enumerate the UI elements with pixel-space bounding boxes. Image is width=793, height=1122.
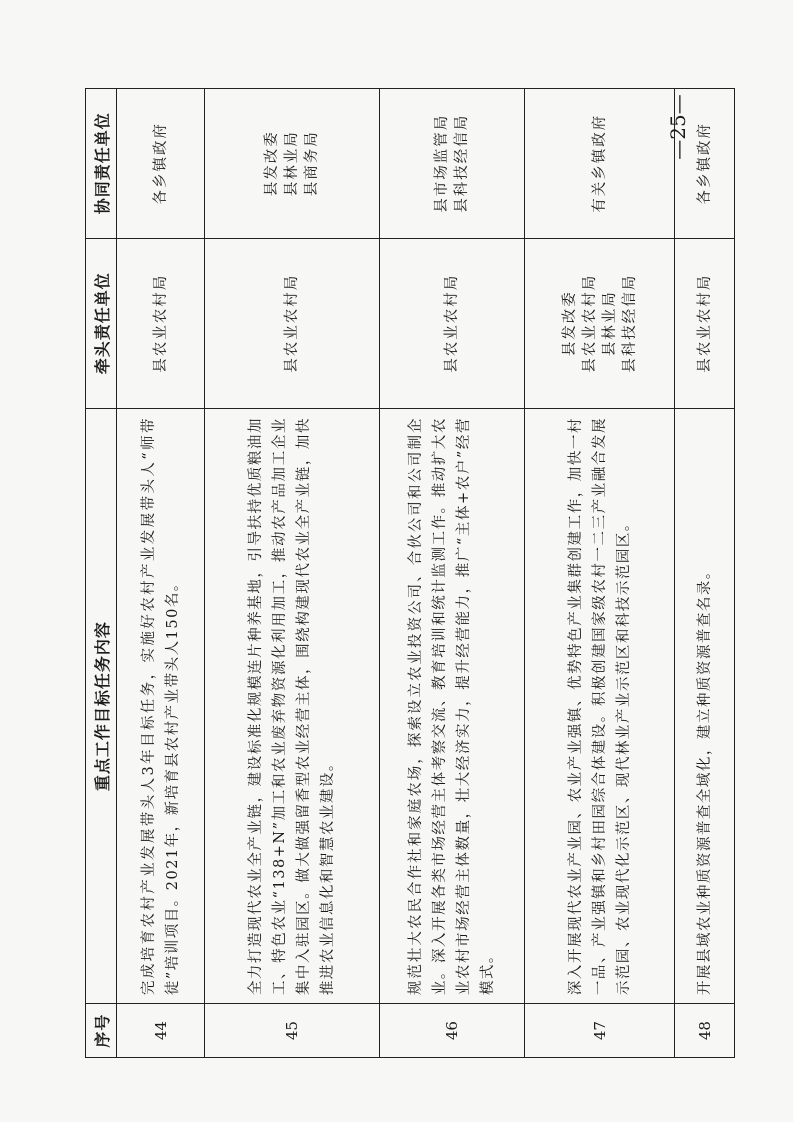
table-row [380,89,525,1058]
lead-unit-cell [675,238,735,408]
table-row [525,89,675,1058]
lead-unit-name: 县农业农村局 [444,273,460,373]
serial-number-cell: 47 [525,1004,675,1058]
task-content-cell: 完成培育农村产业发展带头人3年目标任务，实施好农村产业发展带头人“师带徒”培训项目。2021年，新培育县农村产业带头人150名。 [117,409,205,1004]
task-content-cell: 全力打造现代农业全产业链，建设标准化规模连片种养基地，引导扶持优质粮油加工、特色农业“138+N”加工和农业废弃物资源化利用加工，推动农产品加工企业集中入驻园区。做大做强留香型农业经营主体，围绕构建现代农业全产业链，加快推进农业信息化和智慧农业建设。 [205,409,380,1004]
table-header-row [86,89,117,1058]
serial-number-cell: 44 [117,1004,205,1058]
cooperating-unit-name: 县商务局 [304,130,320,197]
lead-unit-cell [380,238,525,408]
cooperating-unit-name: 各乡镇政府 [152,122,169,205]
serial-number-cell: 45 [205,1004,380,1058]
table-row [117,89,205,1058]
task-content-cell: 开展县域农业种质资源普查全域化，建立种质资源普查名录。 [675,409,735,1004]
cooperating-unit-name: 县林业局 [284,130,300,197]
header-lead-unit: 牵头责任单位 [86,238,117,408]
cooperating-unit-name: 有关乡镇政府 [591,113,608,213]
cooperating-unit-name: 县科技经信局 [454,113,470,213]
cooperating-unit-cell [380,89,525,239]
lead-unit-name: 县农业农村局 [284,273,300,373]
header-serial-number: 序号 [86,1004,117,1058]
cooperating-unit-name: 县市场监管局 [434,113,450,213]
lead-unit-cell [205,238,380,408]
task-content-cell: 深入开展现代农业产业园、农业产业强镇、优势特色产业集群创建工作，加快一村一品、产业强镇和乡村田园综合体建设。积极创建国家级农村一二三产业融合发展示范园、农业现代化示范区、现代林业产业示范区和科技示范园区。 [525,409,675,1004]
lead-unit-cell [525,238,675,408]
cooperating-unit-name: 各乡镇政府 [696,122,713,205]
lead-unit-name: 县农业农村局 [581,273,598,373]
cooperating-unit-cell [525,89,675,239]
cooperating-unit-cell [205,89,380,239]
cooperating-unit-cell [117,89,205,239]
serial-number-cell: 48 [675,1004,735,1058]
header-task-content: 重点工作目标任务内容 [86,409,117,1004]
task-content-cell: 规范壮大农民合作社和家庭农场，探索设立农业投资公司、合伙公司和公司制企业。深入开展各类市场经营主体考察交流、教育培训和统计监测工作。推动扩大农业农村市场经营主体数量，壮大经济实力，提升经营能力，推广“主体+农户”经营模式。 [380,409,525,1004]
cooperating-unit-name: 县发改委 [264,130,280,197]
table-row [675,89,735,1058]
page-number: —25— [666,94,690,160]
task-table [85,88,735,1058]
lead-unit-name: 县林业局 [601,290,618,357]
lead-unit-name: 县科技经信局 [621,273,638,373]
rotated-page-content [85,88,733,1058]
lead-unit-cell [117,238,205,408]
serial-number-cell: 46 [380,1004,525,1058]
lead-unit-name: 县农业农村局 [152,273,169,373]
lead-unit-name: 县发改委 [561,290,578,357]
header-cooperating-unit: 协同责任单位 [86,89,117,239]
table-row [205,89,380,1058]
lead-unit-name: 县农业农村局 [696,273,713,373]
task-table-body [117,89,735,1058]
